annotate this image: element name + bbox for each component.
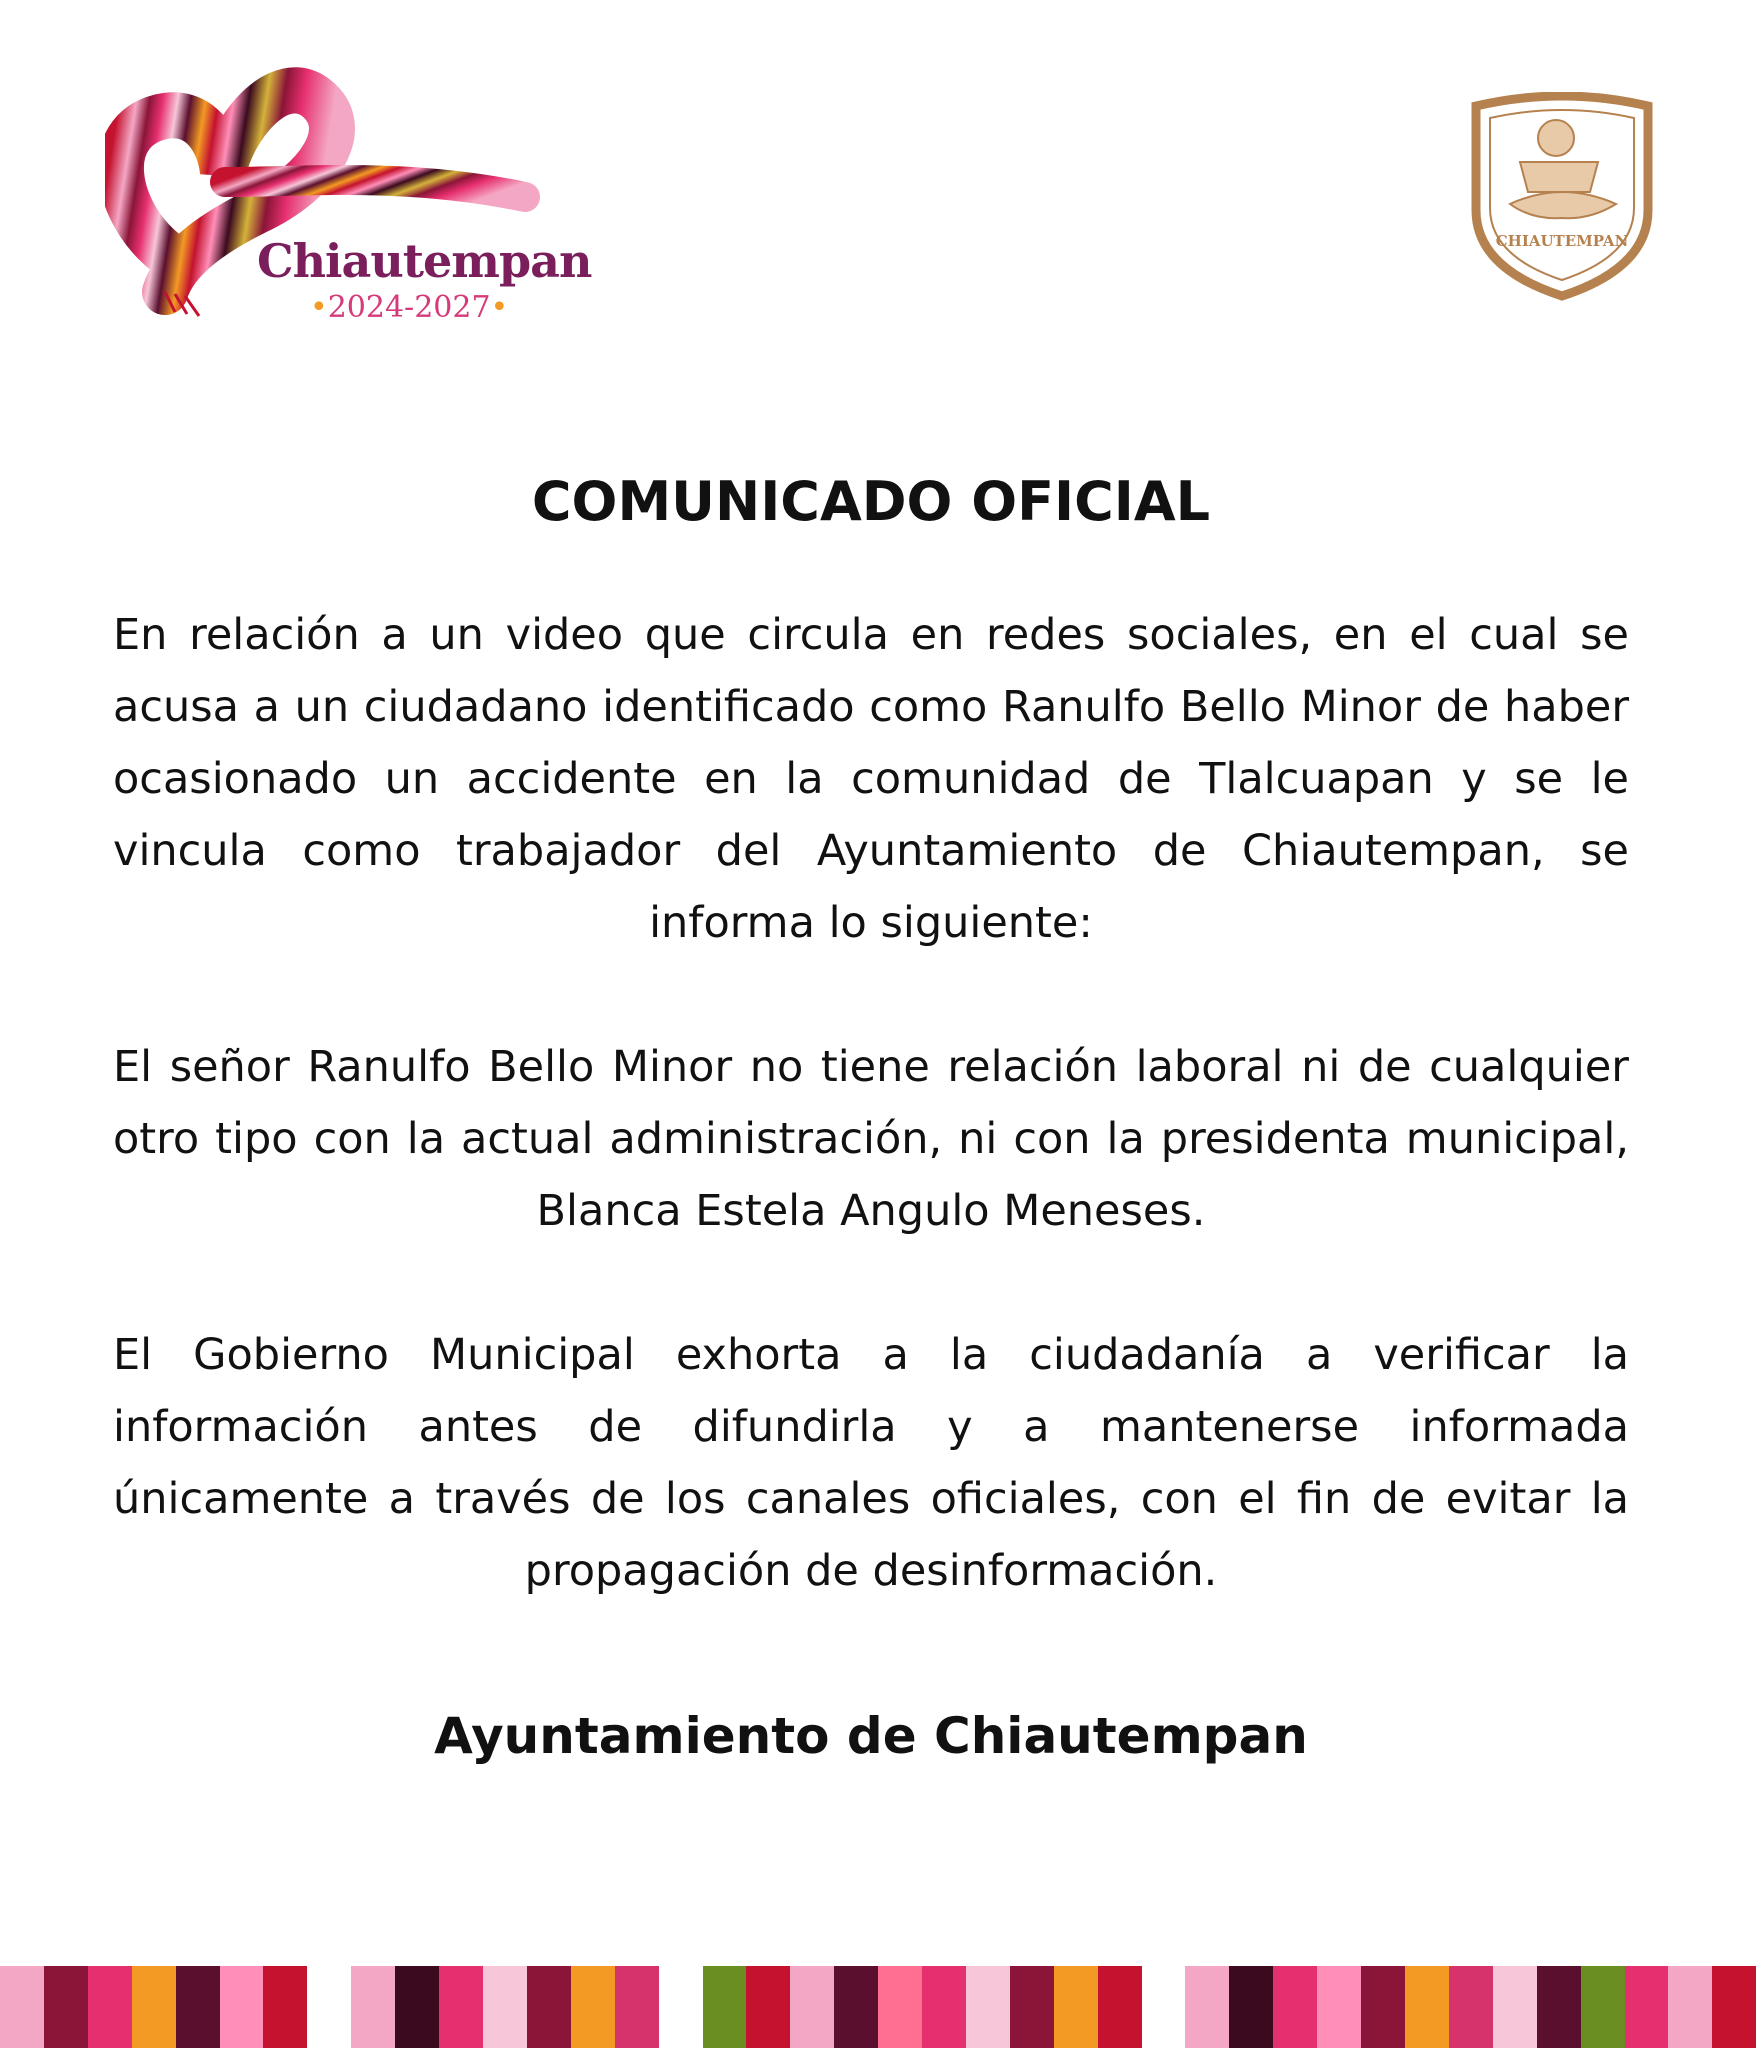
stripe (790, 1966, 834, 2048)
paragraph-3: El Gobierno Municipal exhorta a la ciudadanía a verificar la información antes de difundirla y a mantenerse informada únicamente a través de los canales oficiales, con el fin de evitar la propagación de desinformación. (113, 1330, 1629, 1596)
stripe (1712, 1966, 1756, 2048)
stripe (395, 1966, 439, 2048)
stripe (1054, 1966, 1098, 2048)
page-title: COMUNICADO OFICIAL (531, 470, 1211, 533)
paragraph-1: En relación a un video que circula en redes sociales, en el cual se acusa a un ciudadano identificado como Ranulfo Bello Minor de haber ocasionado un accidente en la comunidad de Tlalcuapan y se le vincula como trabajador del Ayuntamiento de Chiautempan, se informa lo siguiente: (113, 610, 1629, 948)
stripe (878, 1966, 922, 2048)
stripe (1668, 1966, 1712, 2048)
paragraph-2: El señor Ranulfo Bello Minor no tiene relación laboral ni de cualquier otro tipo con la actual administración, ni con la presidenta municipal, Blanca Estela Angulo Meneses. (113, 1042, 1629, 1236)
stripe (1142, 1966, 1186, 2048)
stripe (1229, 1966, 1273, 2048)
stripe (1098, 1966, 1142, 2048)
stripe (0, 1966, 44, 2048)
chiautempan-logo (105, 62, 592, 332)
stripe (527, 1966, 571, 2048)
crest-label: CHIAUTEMPAN (1495, 232, 1629, 250)
stripe (1317, 1966, 1361, 2048)
stripe (1010, 1966, 1054, 2048)
stripe (615, 1966, 659, 2048)
stripe (220, 1966, 264, 2048)
stripe (307, 1966, 351, 2048)
stripe (1581, 1966, 1625, 2048)
stripe (1537, 1966, 1581, 2048)
stripe (351, 1966, 395, 2048)
stripe (922, 1966, 966, 2048)
stripe (263, 1966, 307, 2048)
stripe (132, 1966, 176, 2048)
logo-years-text: 2024-2027 (327, 290, 491, 325)
stripe (746, 1966, 790, 2048)
stripe (88, 1966, 132, 2048)
stripe (1273, 1966, 1317, 2048)
stripe (1493, 1966, 1537, 2048)
dot-icon: • (490, 290, 509, 325)
logo-title: Chiautempan (257, 234, 592, 288)
stripe (44, 1966, 88, 2048)
stripe (659, 1966, 703, 2048)
stripe (439, 1966, 483, 2048)
stripe (1185, 1966, 1229, 2048)
shield-icon (1470, 92, 1654, 302)
stripe (1625, 1966, 1669, 2048)
stripe (571, 1966, 615, 2048)
stripe (1449, 1966, 1493, 2048)
stripe (1405, 1966, 1449, 2048)
stripe (834, 1966, 878, 2048)
stripe (176, 1966, 220, 2048)
sarape-footer-stripes (0, 1966, 1756, 2048)
logo-years (310, 290, 508, 325)
municipal-crest (1470, 92, 1654, 302)
communique (113, 470, 1629, 1765)
signature: Ayuntamiento de Chiautempan (434, 1707, 1308, 1765)
stripe (966, 1966, 1010, 2048)
stripe (483, 1966, 527, 2048)
dot-icon: • (310, 290, 328, 325)
stripe (703, 1966, 747, 2048)
stripe (1361, 1966, 1405, 2048)
